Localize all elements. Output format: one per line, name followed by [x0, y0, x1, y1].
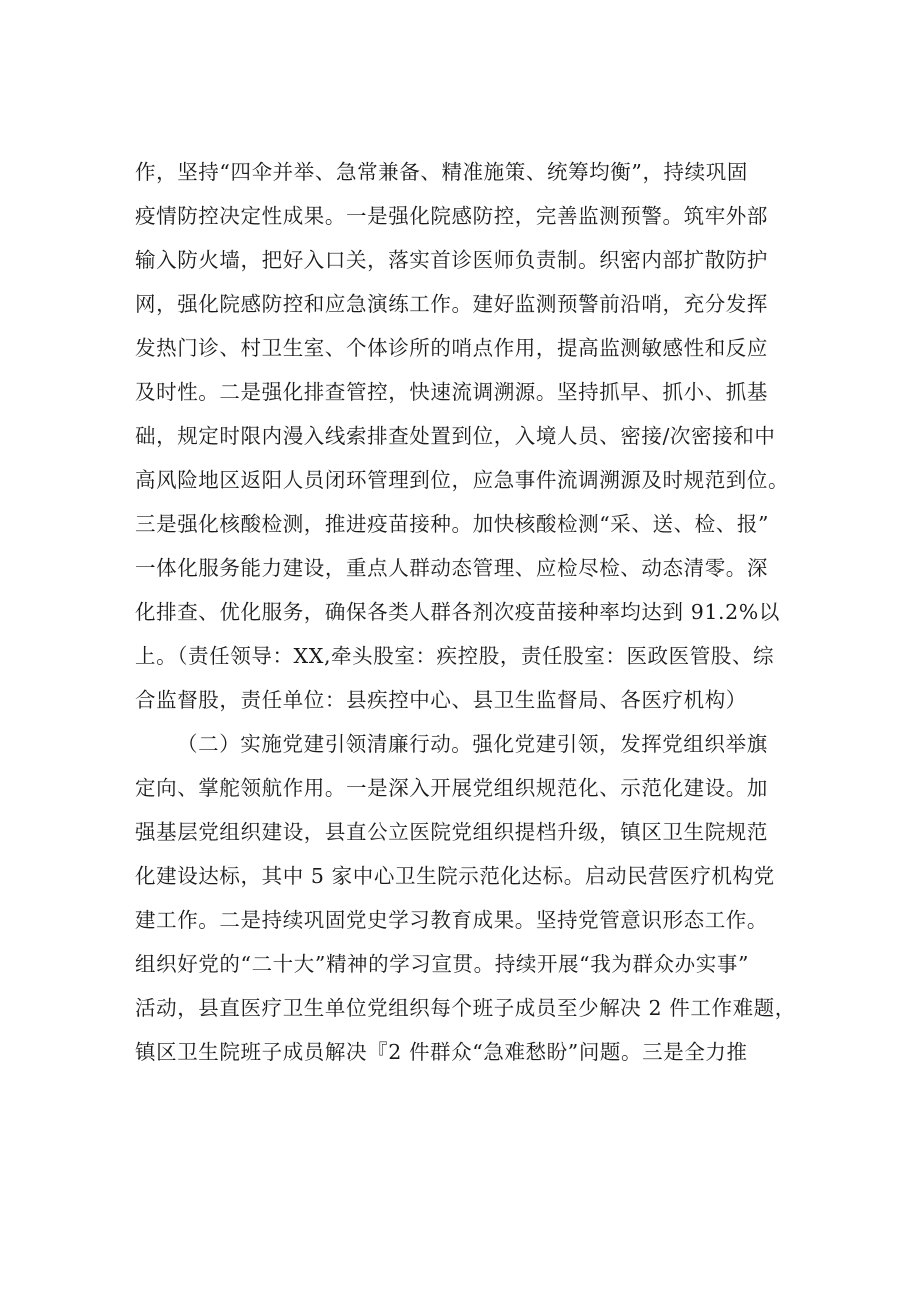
text-line: 组织好党的“二十大”精神的学习宣贯。持续开展“我为群众办实事”	[135, 952, 750, 976]
section-heading-line: （二）实施党建引领清廉行动。强化党建引领，发挥党组织举旗	[177, 732, 768, 756]
text-line: 网，强化院感防控和应急演练工作。建好监测预警前沿哨，充分发挥	[135, 292, 768, 316]
text-line: 化建设达标，其中 5 家中心卫生院示范化达标。启动民营医疗机构党	[135, 864, 775, 888]
text-line: 及时性。二是强化排查管控，快速流调溯源。坚持抓早、抓小、抓基	[135, 380, 768, 404]
text-line: 础，规定时限内漫入线索排查处置到位，入境人员、密接/次密接和中	[135, 424, 776, 448]
text-line: 上。（责任领导：XX,牵头股室：疾控股，责任股室：医政医管股、综	[135, 644, 775, 668]
text-line: 疫情防控决定性成果。一是强化院感防控，完善监测预警。筑牢外部	[135, 204, 768, 228]
text-line: 一体化服务能力建设，重点人群动态管理、应检尽检、动态清零。深	[135, 556, 768, 580]
text-line: 镇区卫生院班子成员解决『2 件群众“急难愁盼”问题。三是全力推	[135, 1040, 748, 1064]
text-line: 建工作。二是持续巩固党史学习教育成果。坚持党管意识形态工作。	[135, 908, 768, 932]
text-line: 三是强化核酸检测，推进疫苗接种。加快核酸检测“采、送、检、报”	[135, 512, 770, 536]
text-line: 作，坚持“四伞并举、急常兼备、精准施策、统筹均衡”，持续巩固	[135, 160, 748, 184]
text-line: 强基层党组织建设，县直公立医院党组织提档升级，镇区卫生院规范	[135, 820, 768, 844]
text-line: 合监督股，责任单位：县疾控中心、县卫生监督局、各医疗机构）	[135, 688, 747, 712]
text-line: 化排查、优化服务，确保各类人群各剂次疫苗接种率均达到 91.2%以	[135, 600, 780, 624]
text-line: 定向、掌舵领航作用。一是深入开展党组织规范化、示范化建设。加	[135, 776, 768, 800]
text-line: 发热门诊、村卫生室、个体诊所的哨点作用，提高监测敏感性和反应	[135, 336, 768, 360]
text-line: 活动，县直医疗卫生单位党组织每个班子成员至少解决 2 件工作难题，	[135, 996, 796, 1020]
text-line: 高风险地区返阳人员闭环管理到位，应急事件流调溯源及时规范到位。	[135, 468, 790, 492]
text-line: 输入防火墙，把好入口关，落实首诊医师负责制。织密内部扩散防护	[135, 248, 768, 272]
